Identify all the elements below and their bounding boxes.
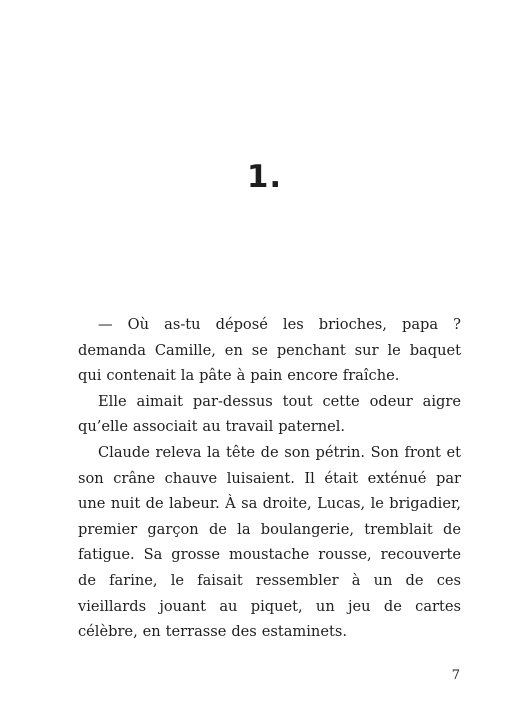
paragraph-smell: Elle aimait par-dessus tout cette odeur aigre qu’elle associait au travail paternel. bbox=[78, 392, 461, 436]
paragraph-dialogue: — Où as-tu déposé les brioches, papa ? demanda Camille, en se penchant sur le baquet qui contenait la pâte à pain encore fraîche. bbox=[78, 316, 461, 385]
chapter-body bbox=[78, 312, 461, 645]
paragraph-claude: Claude releva la tête de son pétrin. Son front et son crâne chauve luisaient. Il était exténué par une nuit de labeur. À sa droite, Lucas, le brigadier, premier garçon de la boulangerie, tremblait de fatigue. Sa grosse moustache rousse, recouverte de farine, le faisait ressembler à un de ces vieillards jouant au piquet, un jeu de cartes célèbre, en terrasse des estaminets. bbox=[78, 443, 461, 641]
page-number: 7 bbox=[451, 668, 460, 683]
chapter-number: 1. bbox=[246, 159, 283, 195]
